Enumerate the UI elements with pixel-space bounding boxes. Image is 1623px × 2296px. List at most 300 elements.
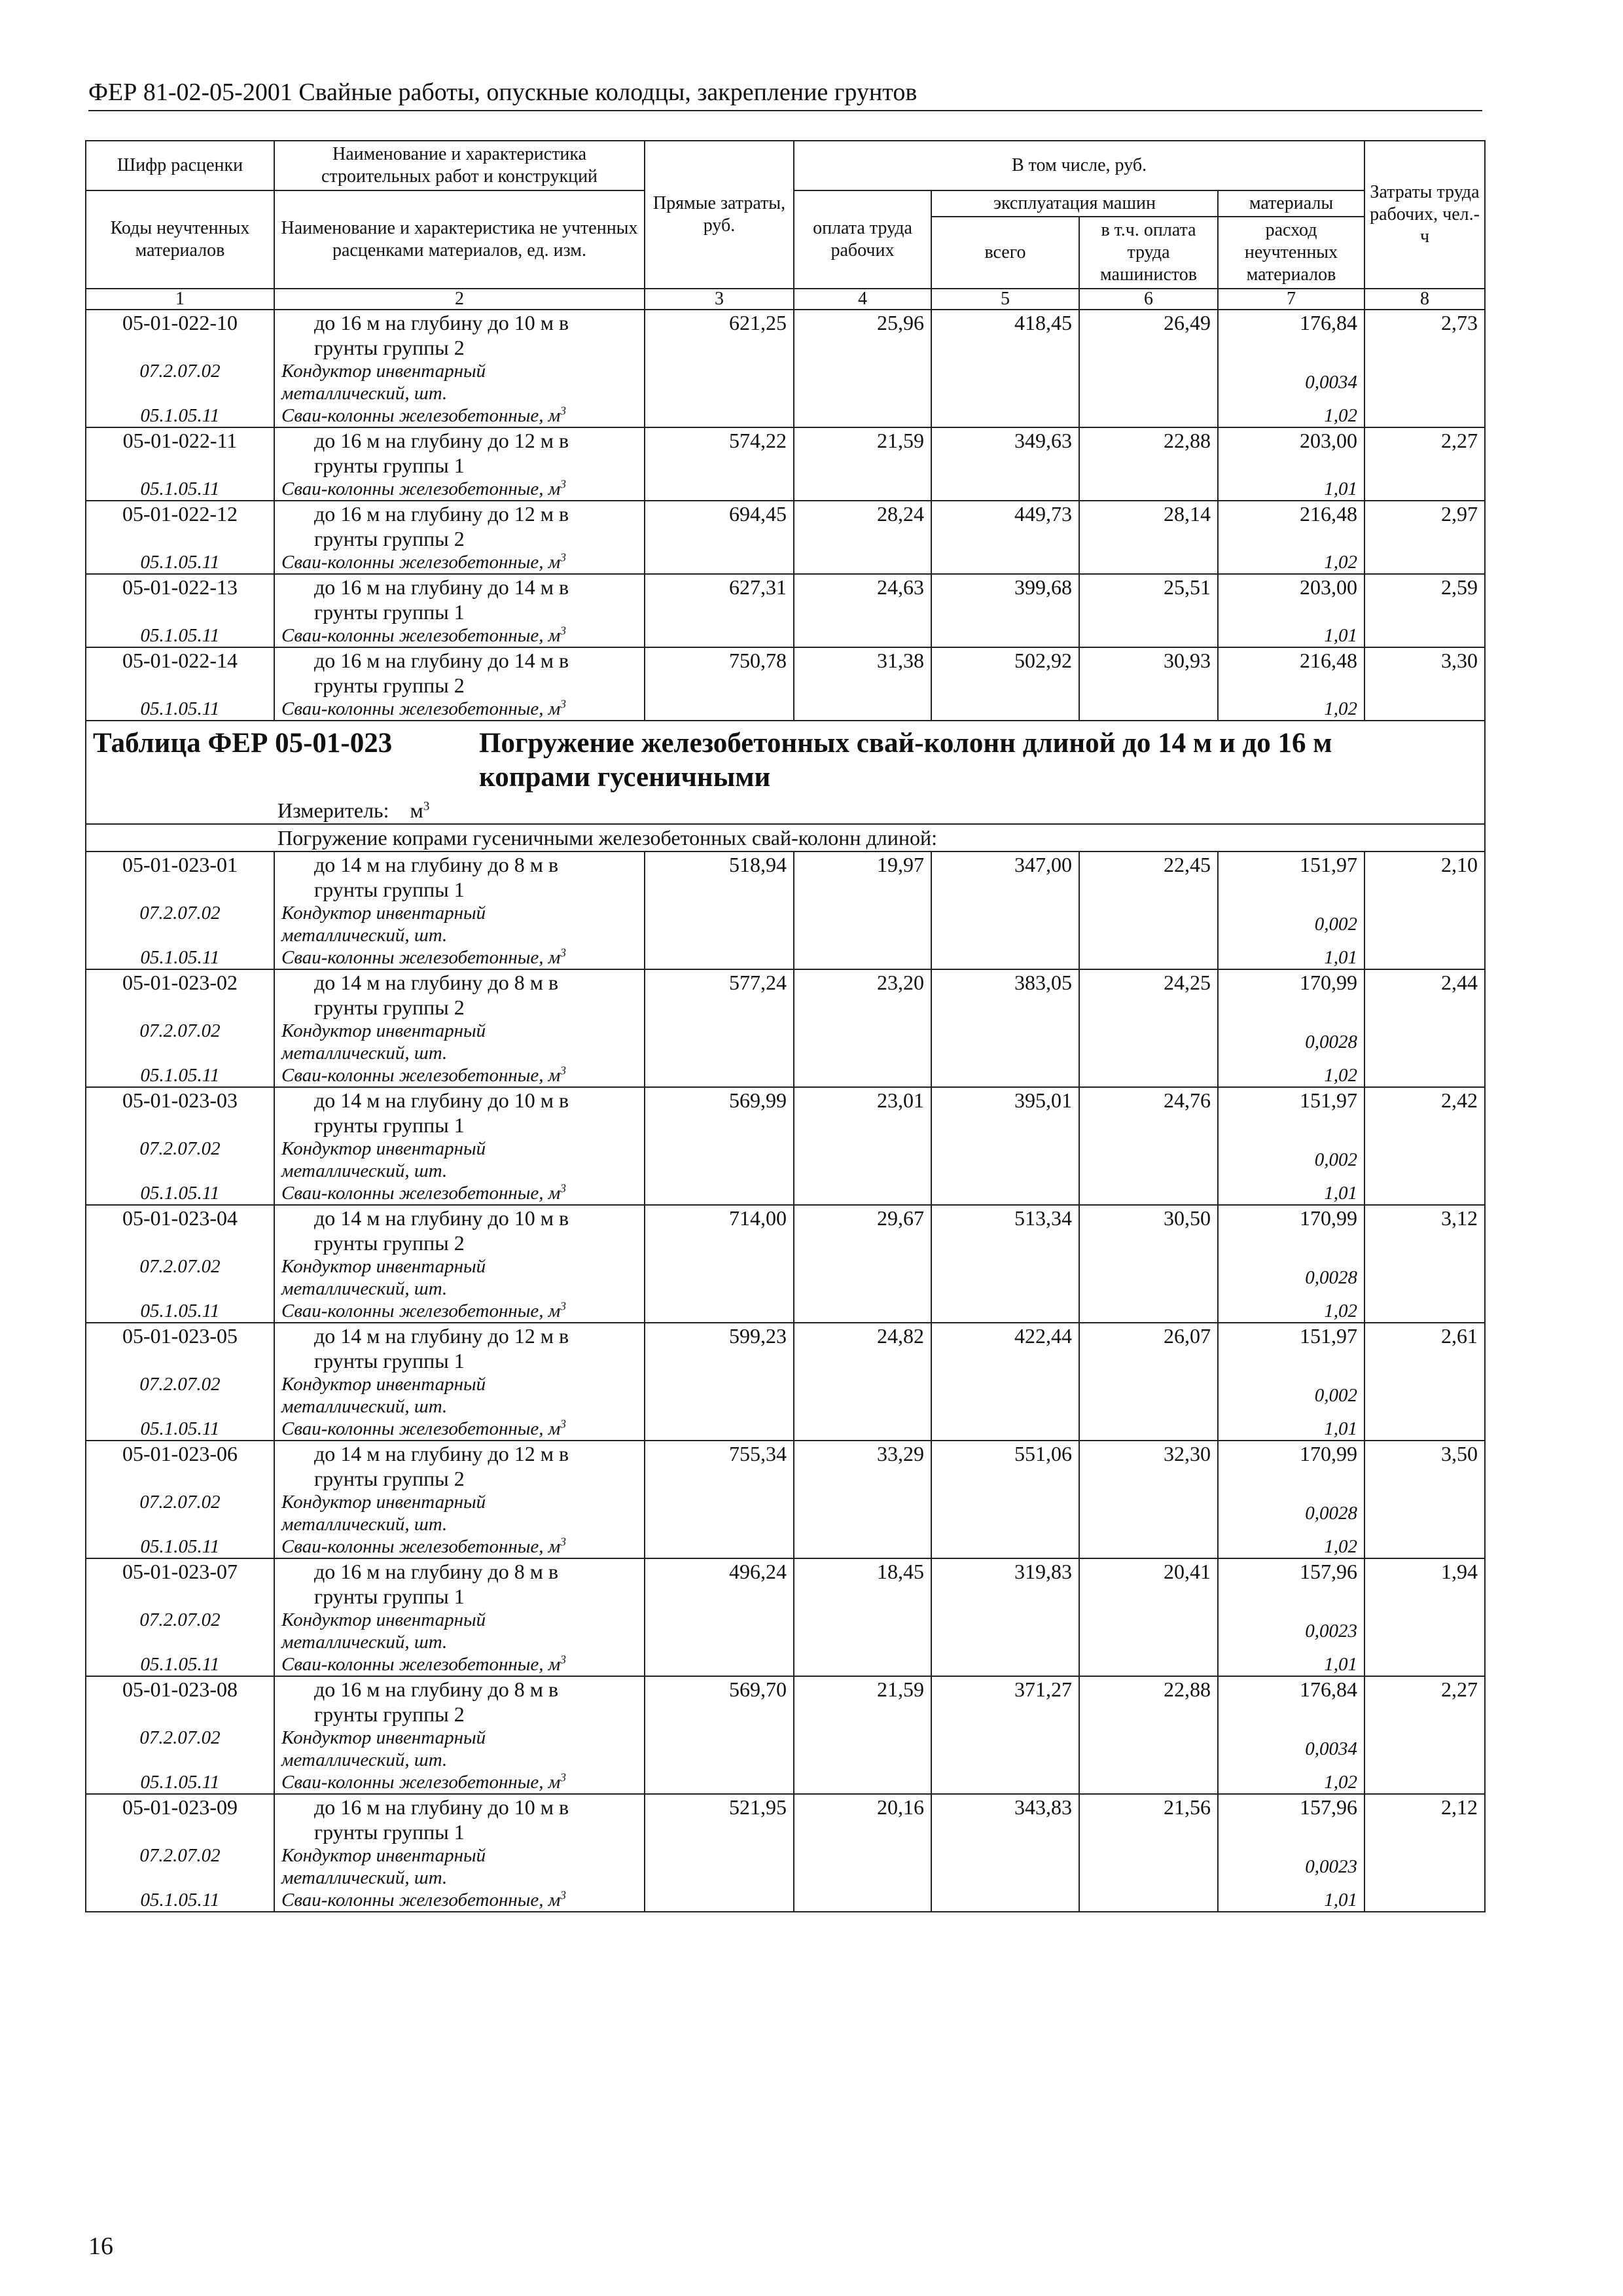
rate-row [86,1794,1485,1844]
empty-cell [931,1491,1079,1535]
machinist-wage: 30,93 [1079,647,1218,698]
rate-code: 05-01-022-13 [86,574,274,624]
material-row [86,1255,1485,1300]
material-code: 05.1.05.11 [86,1418,274,1441]
material-name: Сваи-колонны железобетонные, $м^3$ [274,478,645,501]
rate-description-line1: до 16 м на глубину до 14 м в [314,649,569,672]
materials-cost: 170,99 [1218,1441,1364,1491]
rate-description-line2: грунты группы 2 [314,996,465,1019]
material-name-text: Сваи-колонны железобетонные, м [281,1654,561,1675]
table-title-line1: Погружение железобетонных свай-колонн длиной до 14 м и до 16 м [479,728,1332,759]
empty-cell [1079,1535,1218,1558]
labor-hours: 2,59 [1364,574,1485,624]
material-quantity: 1,02 [1218,698,1364,721]
empty-cell [1079,1727,1218,1771]
empty-cell [1079,1373,1218,1418]
material-name-line1: Кондуктор инвентарный [281,1138,486,1159]
empty-cell [794,902,931,946]
labor-hours: 2,97 [1364,501,1485,551]
table-intro: Погружение копрами гусеничными железобетонных свай-колонн длиной: [86,824,1485,852]
machine-total: 319,83 [931,1558,1079,1609]
material-name: Сваи-колонны железобетонные, $м^3$ [274,551,645,574]
material-quantity: 0,002 [1218,1138,1364,1182]
material-code: 07.2.07.02 [86,1727,274,1771]
machinist-wage: 24,25 [1079,969,1218,1020]
rate-row [86,1441,1485,1491]
rate-row [86,852,1485,902]
rate-description [274,1205,645,1255]
labor-wage: 25,96 [794,310,931,360]
rate-description [274,574,645,624]
page-number: 16 [88,2233,113,2260]
labor-hours: 2,42 [1364,1087,1485,1138]
material-row [86,1300,1485,1323]
material-name-line2: металлический, шт. [281,383,448,404]
material-name [274,1373,645,1418]
material-code: 05.1.05.11 [86,1771,274,1794]
labor-wage: 19,97 [794,852,931,902]
empty-cell [1364,1138,1485,1182]
empty-cell [1364,360,1485,404]
empty-cell [931,624,1079,647]
materials-cost: 176,84 [1218,310,1364,360]
material-row [86,1727,1485,1771]
material-name-text: Сваи-колонны железобетонные, м [281,405,561,426]
material-code: 07.2.07.02 [86,1373,274,1418]
material-code: 05.1.05.11 [86,1889,274,1912]
rates-table [85,140,1486,1912]
material-quantity: 1,01 [1218,1182,1364,1205]
materials-cost: 151,97 [1218,852,1364,902]
empty-cell [1079,1138,1218,1182]
material-quantity: 1,02 [1218,1300,1364,1323]
material-name [274,1255,645,1300]
empty-cell [794,1727,931,1771]
col-machinist-header: в т.ч. оплата труда машинистов [1079,217,1218,289]
rate-description-line2: грунты группы 2 [314,527,465,550]
machine-total: 349,63 [931,427,1079,478]
material-quantity: 1,01 [1218,1653,1364,1676]
empty-cell [645,902,794,946]
empty-cell [1364,1771,1485,1794]
material-row [86,624,1485,647]
col-num-5: 5 [931,289,1079,310]
empty-cell [794,624,931,647]
empty-cell [931,1844,1079,1889]
material-quantity: 1,02 [1218,404,1364,427]
material-name: Сваи-колонны железобетонные, $м^3$ [274,1418,645,1441]
labor-wage: 20,16 [794,1794,931,1844]
rate-description [274,969,645,1020]
rate-description-line1: до 14 м на глубину до 8 м в [314,853,559,876]
empty-cell [794,946,931,969]
machine-total: 449,73 [931,501,1079,551]
empty-cell [794,1020,931,1064]
col-materials-header: материалы [1218,190,1364,217]
empty-cell [645,698,794,721]
material-row [86,1138,1485,1182]
rate-code: 05-01-023-04 [86,1205,274,1255]
material-row [86,902,1485,946]
material-name-line1: Кондуктор инвентарный [281,1609,486,1630]
empty-cell [794,1182,931,1205]
material-row [86,1182,1485,1205]
material-name-line2: металлический, шт. [281,1749,448,1770]
machine-total: 418,45 [931,310,1079,360]
material-row [86,1844,1485,1889]
material-row [86,404,1485,427]
material-name-line1: Кондуктор инвентарный [281,361,486,382]
rate-row [86,647,1485,698]
material-name: Сваи-колонны железобетонные, $м^3$ [274,1535,645,1558]
machine-total: 422,44 [931,1323,1079,1373]
rate-description-line2: грунты группы 2 [314,1702,465,1726]
material-name-line2: металлический, шт. [281,1043,448,1064]
empty-cell [1364,1418,1485,1441]
rate-row [86,1205,1485,1255]
empty-cell [645,551,794,574]
labor-hours: 3,12 [1364,1205,1485,1255]
direct-cost: 518,94 [645,852,794,902]
machinist-wage: 32,30 [1079,1441,1218,1491]
materials-cost: 170,99 [1218,969,1364,1020]
rate-description-line2: грунты группы 1 [314,1820,465,1844]
direct-cost: 569,99 [645,1087,794,1138]
material-name-text: Сваи-колонны железобетонные, м [281,947,561,968]
empty-cell [931,1255,1079,1300]
material-name-text: Сваи-колонны железобетонные, м [281,698,561,719]
empty-cell [931,1889,1079,1912]
rate-description-line1: до 14 м на глубину до 10 м в [314,1206,569,1230]
rate-description-line2: грунты группы 2 [314,1231,465,1255]
material-row [86,1064,1485,1087]
rate-description [274,1676,645,1727]
material-code: 07.2.07.02 [86,1020,274,1064]
material-quantity: 1,01 [1218,946,1364,969]
material-quantity: 0,0028 [1218,1255,1364,1300]
materials-cost: 203,00 [1218,574,1364,624]
empty-cell [645,1064,794,1087]
machinist-wage: 21,56 [1079,1794,1218,1844]
empty-cell [1079,1653,1218,1676]
material-name-text: Сваи-колонны железобетонные, м [281,1418,561,1439]
empty-cell [1364,698,1485,721]
empty-cell [1079,1889,1218,1912]
machinist-wage: 26,49 [1079,310,1218,360]
empty-cell [645,1889,794,1912]
rate-description-line1: до 16 м на глубину до 14 м в [314,575,569,599]
rate-description-line1: до 14 м на глубину до 8 м в [314,971,559,994]
materials-cost: 203,00 [1218,427,1364,478]
empty-cell [1364,1373,1485,1418]
rate-code: 05-01-023-07 [86,1558,274,1609]
rate-code: 05-01-023-03 [86,1087,274,1138]
machinist-wage: 25,51 [1079,574,1218,624]
material-code: 05.1.05.11 [86,698,274,721]
rate-description-line1: до 14 м на глубину до 12 м в [314,1324,569,1348]
empty-cell [645,1138,794,1182]
empty-cell [794,1138,931,1182]
col-num-2: 2 [274,289,645,310]
labor-hours: 2,10 [1364,852,1485,902]
material-row [86,551,1485,574]
material-name-line1: Кондуктор инвентарный [281,1020,486,1041]
empty-cell [794,1889,931,1912]
material-row [86,478,1485,501]
rate-description-line1: до 16 м на глубину до 12 м в [314,502,569,526]
rate-code: 05-01-022-12 [86,501,274,551]
empty-cell [1364,1653,1485,1676]
rate-row [86,1323,1485,1373]
material-name-text: Сваи-колонны железобетонные, м [281,625,561,646]
rate-row [86,427,1485,478]
rate-code: 05-01-022-10 [86,310,274,360]
empty-cell [794,1491,931,1535]
material-name [274,902,645,946]
empty-cell [931,551,1079,574]
material-quantity: 0,002 [1218,1373,1364,1418]
labor-wage: 18,45 [794,1558,931,1609]
material-row [86,1020,1485,1064]
empty-cell [931,1727,1079,1771]
col-name-header: Наименование и характеристика строительных работ и конструкций [274,141,645,190]
empty-cell [794,698,931,721]
rate-description-line2: грунты группы 1 [314,1349,465,1372]
group1-body [86,310,1485,721]
material-name-line2: металлический, шт. [281,1160,448,1181]
material-code: 05.1.05.11 [86,404,274,427]
rate-description [274,427,645,478]
material-row [86,1535,1485,1558]
empty-cell [1079,404,1218,427]
material-row [86,1418,1485,1441]
measure-label: Измеритель: [277,798,389,822]
empty-cell [645,946,794,969]
direct-cost: 694,45 [645,501,794,551]
machine-total: 513,34 [931,1205,1079,1255]
empty-cell [794,360,931,404]
material-code: 07.2.07.02 [86,1491,274,1535]
material-row [86,1373,1485,1418]
empty-cell [931,1418,1079,1441]
rate-row [86,969,1485,1020]
col-matuse-header: расход неучтенных материалов [1218,217,1364,289]
empty-cell [645,1844,794,1889]
empty-cell [645,1020,794,1064]
material-quantity: 1,02 [1218,551,1364,574]
empty-cell [645,1491,794,1535]
col-including-header: В том числе, руб. [794,141,1364,190]
material-quantity: 0,0034 [1218,360,1364,404]
direct-cost: 627,31 [645,574,794,624]
materials-cost: 176,84 [1218,1676,1364,1727]
rate-description-line2: грунты группы 2 [314,673,465,697]
empty-cell [645,1373,794,1418]
empty-cell [794,1300,931,1323]
labor-wage: 29,67 [794,1205,931,1255]
machine-total: 399,68 [931,574,1079,624]
material-name [274,1020,645,1064]
empty-cell [1364,1727,1485,1771]
empty-cell [1364,902,1485,946]
empty-cell [1364,404,1485,427]
material-name: Сваи-колонны железобетонные, $м^3$ [274,1182,645,1205]
table-title-line2: копрами гусеничными [479,762,771,793]
empty-cell [794,1609,931,1653]
material-row [86,1491,1485,1535]
empty-cell [794,1255,931,1300]
empty-cell [1079,1020,1218,1064]
empty-cell [1079,1491,1218,1535]
materials-cost: 151,97 [1218,1087,1364,1138]
empty-cell [931,902,1079,946]
rate-code: 05-01-023-08 [86,1676,274,1727]
col-machines-header: эксплуатация машин [931,190,1218,217]
rate-description [274,852,645,902]
rate-description [274,1794,645,1844]
empty-cell [794,1535,931,1558]
material-name-line1: Кондуктор инвентарный [281,1727,486,1748]
empty-cell [1079,478,1218,501]
empty-cell [1364,624,1485,647]
rate-description-line1: до 16 м на глубину до 8 м в [314,1560,559,1583]
material-code: 05.1.05.11 [86,478,274,501]
machinist-wage: 24,76 [1079,1087,1218,1138]
empty-cell [931,1373,1079,1418]
material-name: Сваи-колонны железобетонные, $м^3$ [274,698,645,721]
empty-cell [1364,1182,1485,1205]
material-quantity: 1,01 [1218,1418,1364,1441]
empty-cell [1364,1535,1485,1558]
labor-wage: 24,63 [794,574,931,624]
material-quantity: 0,002 [1218,902,1364,946]
empty-cell [1364,946,1485,969]
material-name-text: Сваи-колонны железобетонные, м [281,1772,561,1793]
empty-cell [931,404,1079,427]
empty-cell [1079,1609,1218,1653]
labor-hours: 2,61 [1364,1323,1485,1373]
material-quantity: 0,0023 [1218,1609,1364,1653]
materials-cost: 157,96 [1218,1558,1364,1609]
material-quantity: 1,01 [1218,478,1364,501]
empty-cell [931,1609,1079,1653]
material-name [274,1609,645,1653]
material-row [86,1889,1485,1912]
rate-description-line1: до 16 м на глубину до 10 м в [314,311,569,334]
labor-wage: 23,20 [794,969,931,1020]
rate-description-line2: грунты группы 1 [314,1585,465,1608]
machine-total: 343,83 [931,1794,1079,1844]
labor-wage: 21,59 [794,427,931,478]
group2-body [86,852,1485,1912]
empty-cell [1079,1300,1218,1323]
empty-cell [645,624,794,647]
material-row [86,1653,1485,1676]
rate-row [86,1558,1485,1609]
labor-hours: 3,50 [1364,1441,1485,1491]
empty-cell [1364,1064,1485,1087]
material-code: 07.2.07.02 [86,1255,274,1300]
empty-cell [931,1300,1079,1323]
col-num-6: 6 [1079,289,1218,310]
direct-cost: 569,70 [645,1676,794,1727]
direct-cost: 599,23 [645,1323,794,1373]
empty-cell [1364,1491,1485,1535]
empty-cell [794,1373,931,1418]
material-row [86,1771,1485,1794]
empty-cell [794,1771,931,1794]
material-row [86,698,1485,721]
col-wage-header: оплата труда рабочих [794,190,931,289]
col-matcode-header: Коды неучтенных материалов [86,190,274,289]
material-quantity: 0,0028 [1218,1020,1364,1064]
empty-cell [645,1609,794,1653]
material-name-text: Сваи-колонны железобетонные, м [281,552,561,573]
rate-code: 05-01-022-14 [86,647,274,698]
empty-cell [1364,478,1485,501]
materials-cost: 216,48 [1218,647,1364,698]
material-name [274,1727,645,1771]
table-title-section: Таблица ФЕР 05-01-023 Погружение железобетонных свай-колонн длиной до 14 м и до 16 м копрами гусеничными Измеритель: $м^3$ Погружение копрами гусеничными железобетонных свай-колонн длиной: [86,721,1485,852]
rate-description-line2: грунты группы 1 [314,1113,465,1137]
labor-hours: 2,73 [1364,310,1485,360]
empty-cell [794,1064,931,1087]
direct-cost: 621,25 [645,310,794,360]
rate-row [86,574,1485,624]
rate-code: 05-01-023-02 [86,969,274,1020]
material-quantity: 0,0034 [1218,1727,1364,1771]
machine-total: 347,00 [931,852,1079,902]
material-name-text: Сваи-колонны железобетонные, м [281,1890,561,1910]
rate-row [86,1676,1485,1727]
rates-table-container [85,140,1484,1912]
rate-row [86,1087,1485,1138]
material-name: Сваи-колонны железобетонные, $м^3$ [274,946,645,969]
material-code: 05.1.05.11 [86,1182,274,1205]
material-name-line2: металлический, шт. [281,1278,448,1299]
empty-cell [645,360,794,404]
material-name-line1: Кондуктор инвентарный [281,1374,486,1395]
machinist-wage: 22,88 [1079,1676,1218,1727]
empty-cell [931,1535,1079,1558]
empty-cell [1079,1771,1218,1794]
materials-cost: 216,48 [1218,501,1364,551]
material-code: 05.1.05.11 [86,551,274,574]
empty-cell [1079,698,1218,721]
material-name: Сваи-колонны железобетонные, $м^3$ [274,624,645,647]
material-name-line2: металлический, шт. [281,1632,448,1653]
empty-cell [645,1653,794,1676]
material-quantity: 0,0023 [1218,1844,1364,1889]
machinist-wage: 20,41 [1079,1558,1218,1609]
empty-cell [1079,1844,1218,1889]
rate-row [86,501,1485,551]
machinist-wage: 28,14 [1079,501,1218,551]
empty-cell [645,404,794,427]
machine-total: 371,27 [931,1676,1079,1727]
material-name [274,1138,645,1182]
material-quantity: 1,02 [1218,1535,1364,1558]
empty-cell [645,478,794,501]
labor-wage: 23,01 [794,1087,931,1138]
empty-cell [794,1844,931,1889]
rate-description-line2: грунты группы 2 [314,336,465,359]
rate-description [274,1087,645,1138]
page-header: ФЕР 81-02-05-2001 Свайные работы, опускные колодцы, закрепление грунтов [88,77,1482,111]
material-name-line2: металлический, шт. [281,925,448,946]
material-name-text: Сваи-колонны железобетонные, м [281,1065,561,1086]
rate-description-line2: грунты группы 1 [314,454,465,477]
